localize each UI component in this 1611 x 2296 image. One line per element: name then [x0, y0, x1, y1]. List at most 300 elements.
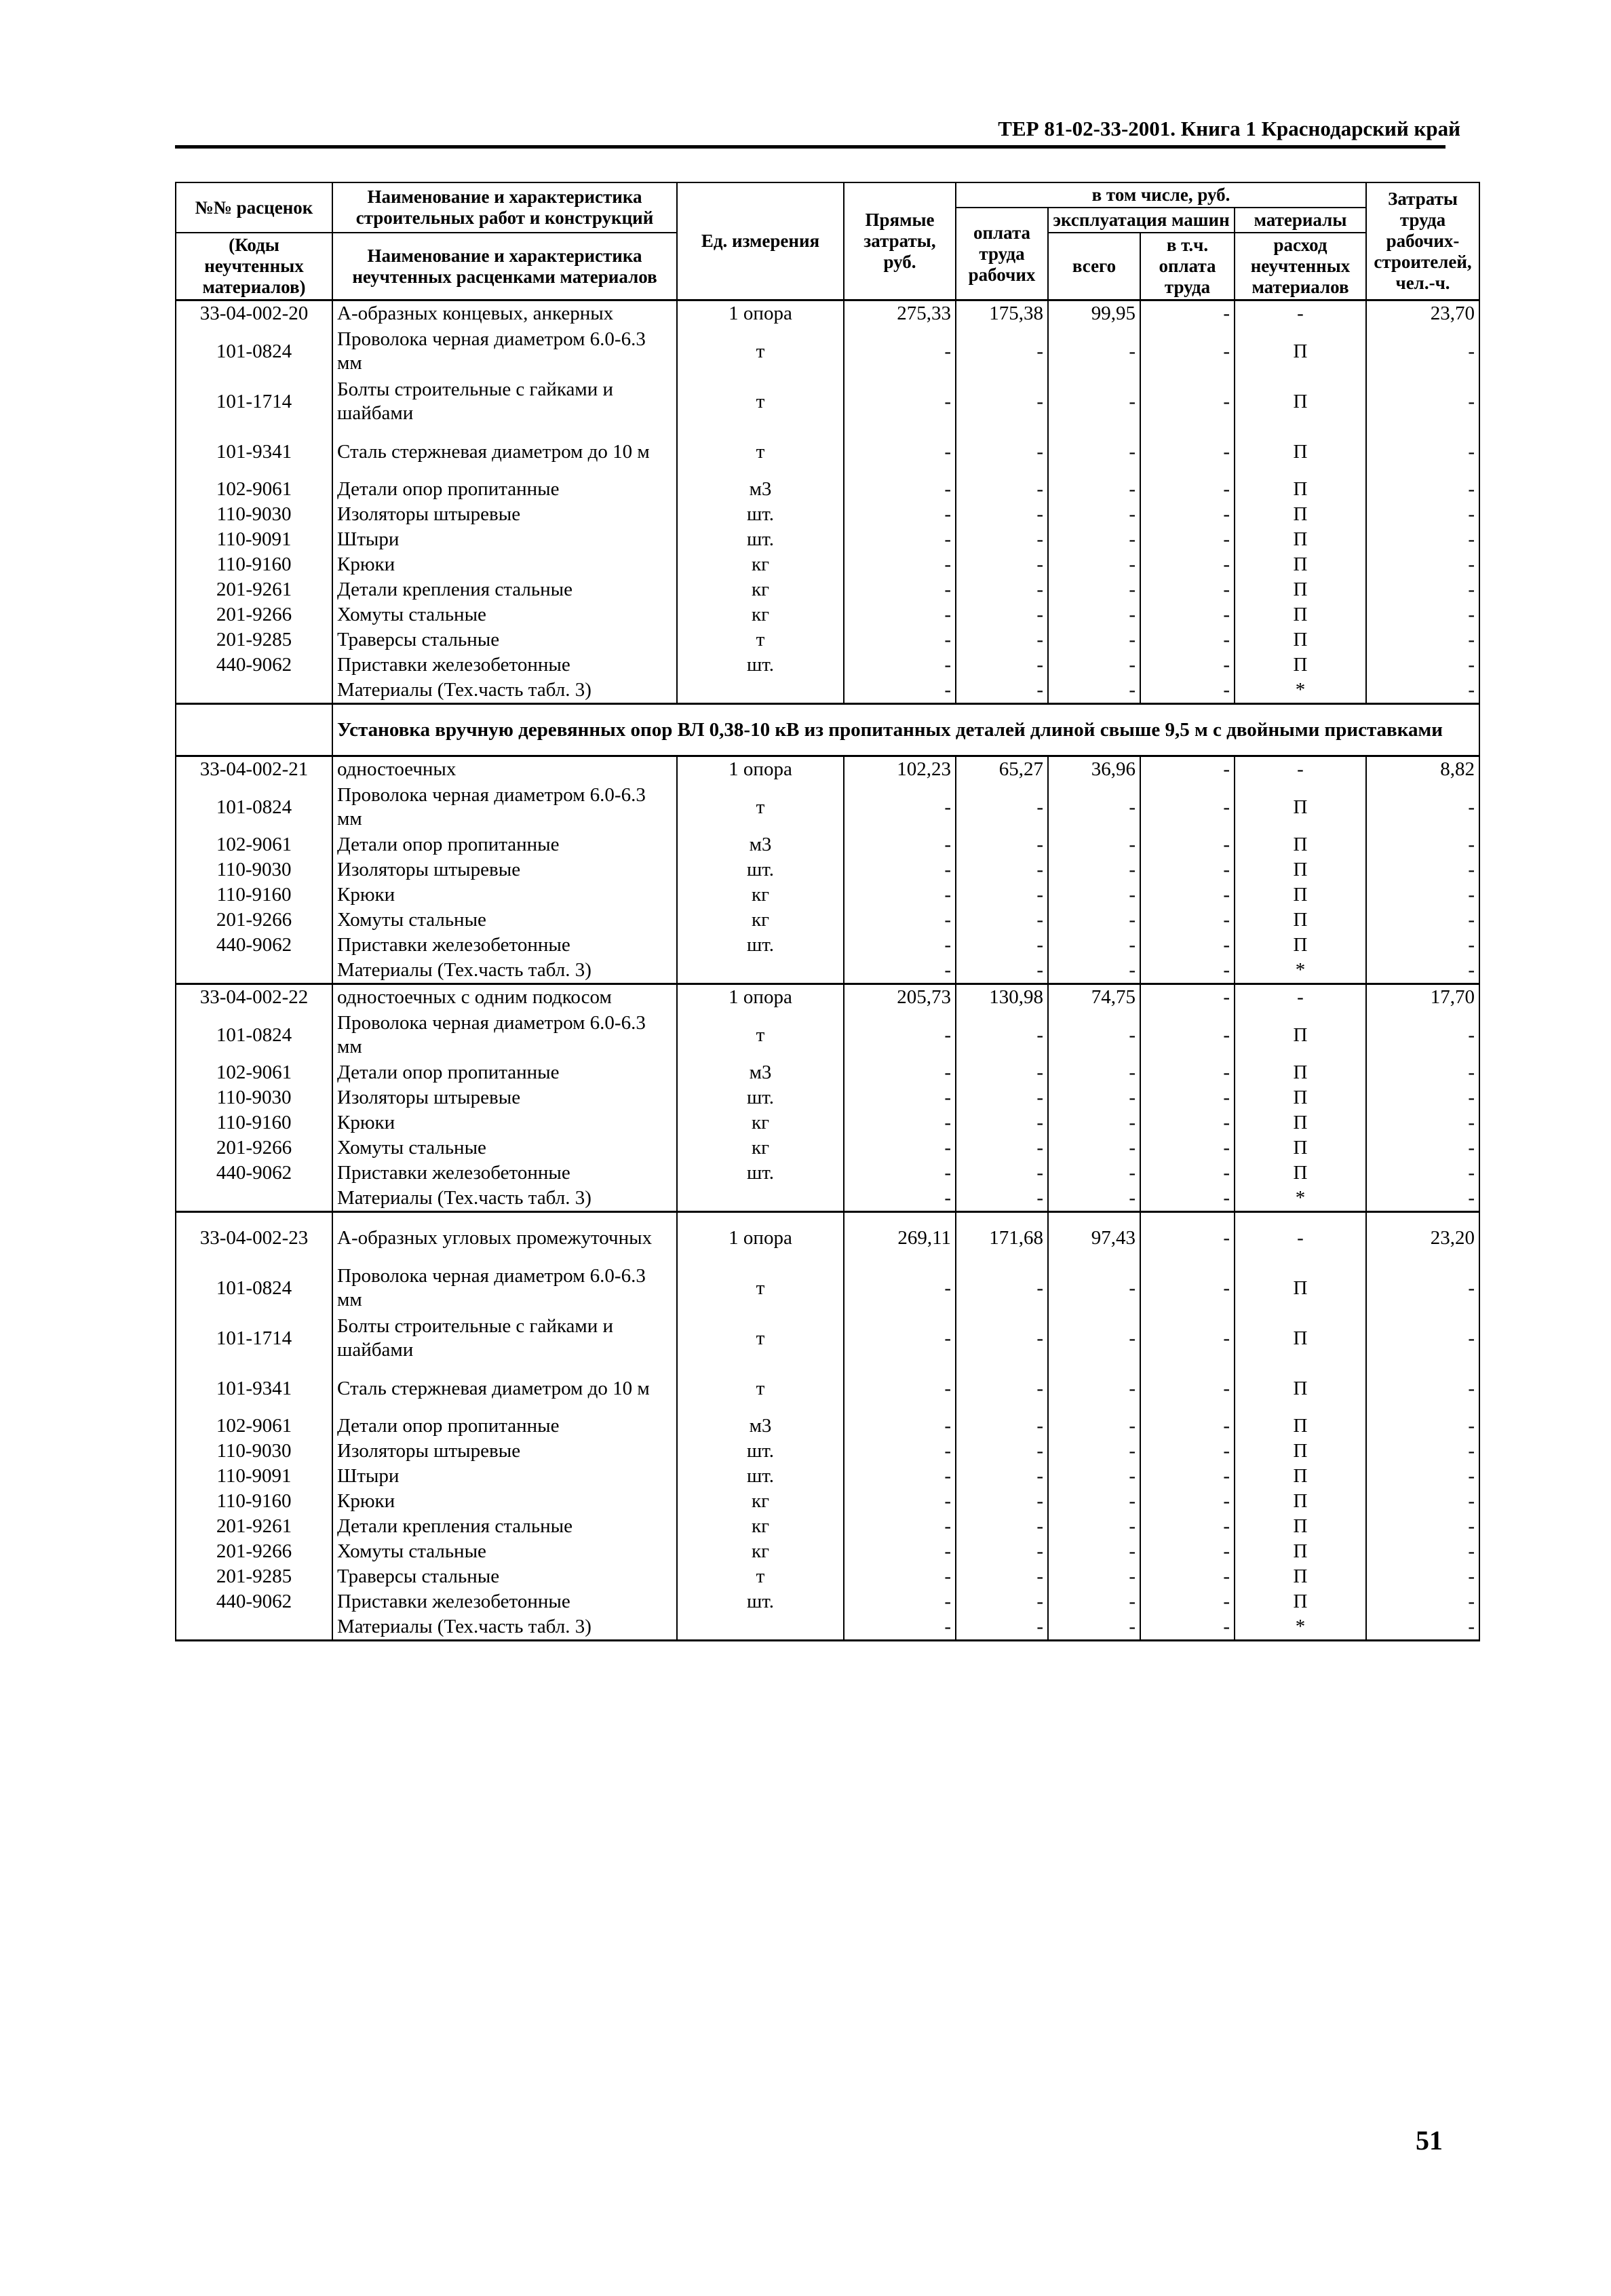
cell-labor: - — [1366, 1514, 1479, 1539]
cell-machines: - — [1048, 627, 1140, 653]
material-row — [176, 678, 1479, 704]
cell-labor: - — [1366, 1464, 1479, 1489]
cell-machines-wage: - — [1140, 756, 1235, 783]
cell-name: Болты строительные с гайками и шайбами — [332, 1313, 677, 1363]
cell-materials: * — [1235, 958, 1366, 984]
cell-direct-costs: - — [844, 653, 956, 678]
cell-materials: П — [1235, 1263, 1366, 1313]
cell-unit: т — [677, 427, 844, 477]
material-row — [176, 1564, 1479, 1589]
cell-materials: - — [1235, 984, 1366, 1011]
cell-code: 110-9030 — [176, 1439, 332, 1464]
material-row — [176, 1085, 1479, 1110]
cell-machines: - — [1048, 326, 1140, 376]
cell-code: 101-9341 — [176, 427, 332, 477]
cell-code: 101-1714 — [176, 376, 332, 427]
cell-name: Детали опор пропитанные — [332, 832, 677, 857]
cell-materials: П — [1235, 1363, 1366, 1414]
material-row — [176, 1313, 1479, 1363]
cell-direct-costs: - — [844, 1539, 956, 1564]
material-row — [176, 1514, 1479, 1539]
cell-labor: - — [1366, 857, 1479, 882]
cell-unit: м3 — [677, 832, 844, 857]
cell-machines-wage: - — [1140, 527, 1235, 552]
cell-wage: 175,38 — [956, 300, 1048, 327]
cell-machines-wage: - — [1140, 1564, 1235, 1589]
cell-name: Приставки железобетонные — [332, 653, 677, 678]
cell-unit: кг — [677, 577, 844, 602]
cell-machines-wage: - — [1140, 502, 1235, 527]
cell-wage: - — [956, 908, 1048, 933]
cell-direct-costs: - — [844, 427, 956, 477]
cell-code: 201-9261 — [176, 1514, 332, 1539]
cell-labor: - — [1366, 782, 1479, 832]
cell-machines-wage: - — [1140, 1489, 1235, 1514]
material-row — [176, 376, 1479, 427]
section-code — [176, 704, 332, 756]
cell-labor: - — [1366, 577, 1479, 602]
cell-name: Траверсы стальные — [332, 1564, 677, 1589]
cell-name: Штыри — [332, 527, 677, 552]
material-row — [176, 1010, 1479, 1060]
cell-materials: П — [1235, 1464, 1366, 1489]
cell-unit: кг — [677, 1135, 844, 1161]
cell-machines-wage: - — [1140, 1010, 1235, 1060]
cell-machines-wage: - — [1140, 1589, 1235, 1614]
material-row — [176, 627, 1479, 653]
cell-wage: - — [956, 782, 1048, 832]
cell-labor: - — [1366, 427, 1479, 477]
cell-machines-wage: - — [1140, 1212, 1235, 1264]
cell-unit — [677, 1186, 844, 1212]
rate-row — [176, 756, 1479, 783]
cell-direct-costs: - — [844, 1186, 956, 1212]
cell-unit: т — [677, 782, 844, 832]
cell-unit: шт. — [677, 933, 844, 958]
cell-unit: шт. — [677, 1085, 844, 1110]
cell-code: 110-9030 — [176, 1085, 332, 1110]
cell-machines-wage: - — [1140, 933, 1235, 958]
cell-name: Траверсы стальные — [332, 627, 677, 653]
cell-code: 110-9091 — [176, 1464, 332, 1489]
cell-name: Проволока черная диаметром 6.0-6.3 мм — [332, 1263, 677, 1313]
cell-name: А-образных концевых, анкерных — [332, 300, 677, 327]
material-row — [176, 1186, 1479, 1212]
cell-machines-wage: - — [1140, 653, 1235, 678]
cell-name: Хомуты стальные — [332, 1539, 677, 1564]
cell-machines: 99,95 — [1048, 300, 1140, 327]
cell-materials: П — [1235, 832, 1366, 857]
cell-machines: - — [1048, 1060, 1140, 1085]
cell-wage: - — [956, 527, 1048, 552]
cell-name: Материалы (Тех.часть табл. 3) — [332, 958, 677, 984]
cell-wage: - — [956, 1464, 1048, 1489]
cell-machines: - — [1048, 577, 1140, 602]
cell-machines: - — [1048, 1414, 1140, 1439]
material-row — [176, 1263, 1479, 1313]
cell-machines-wage: - — [1140, 882, 1235, 908]
cell-labor: - — [1366, 1161, 1479, 1186]
cell-name: одностоечных с одним подкосом — [332, 984, 677, 1011]
cell-direct-costs: - — [844, 1085, 956, 1110]
cell-machines: - — [1048, 502, 1140, 527]
cell-machines-wage: - — [1140, 958, 1235, 984]
cell-machines: - — [1048, 653, 1140, 678]
cell-machines: - — [1048, 1539, 1140, 1564]
cell-labor: - — [1366, 882, 1479, 908]
material-row — [176, 782, 1479, 832]
cell-labor: 17,70 — [1366, 984, 1479, 1011]
cell-wage: - — [956, 552, 1048, 577]
material-row — [176, 1614, 1479, 1641]
cell-machines: - — [1048, 1564, 1140, 1589]
material-row — [176, 908, 1479, 933]
cell-labor: - — [1366, 376, 1479, 427]
cell-labor: - — [1366, 1263, 1479, 1313]
material-row — [176, 832, 1479, 857]
cell-wage: - — [956, 1060, 1048, 1085]
cell-code: 33-04-002-22 — [176, 984, 332, 1011]
cell-direct-costs: - — [844, 832, 956, 857]
cell-machines: - — [1048, 376, 1140, 427]
cell-materials: - — [1235, 756, 1366, 783]
cell-direct-costs: - — [844, 552, 956, 577]
cell-name: Приставки железобетонные — [332, 1589, 677, 1614]
cell-materials: * — [1235, 1614, 1366, 1641]
cell-machines-wage: - — [1140, 1614, 1235, 1641]
material-row — [176, 1414, 1479, 1439]
cell-direct-costs: - — [844, 1589, 956, 1614]
cell-machines: - — [1048, 527, 1140, 552]
cell-machines-wage: - — [1140, 1161, 1235, 1186]
cell-machines-wage: - — [1140, 602, 1235, 627]
cell-direct-costs: - — [844, 933, 956, 958]
material-row — [176, 1489, 1479, 1514]
cell-machines: - — [1048, 552, 1140, 577]
cell-machines: 36,96 — [1048, 756, 1140, 783]
head-direct-costs: Прямые затраты, руб. — [844, 182, 956, 300]
cell-name: Детали опор пропитанные — [332, 477, 677, 502]
cell-materials: П — [1235, 1414, 1366, 1439]
cell-code: 102-9061 — [176, 1414, 332, 1439]
cell-direct-costs: - — [844, 1439, 956, 1464]
material-row — [176, 527, 1479, 552]
cell-name: Крюки — [332, 1489, 677, 1514]
cell-machines: - — [1048, 1313, 1140, 1363]
cell-labor: - — [1366, 1313, 1479, 1363]
cell-materials: П — [1235, 502, 1366, 527]
material-row — [176, 1589, 1479, 1614]
cell-materials: П — [1235, 427, 1366, 477]
material-row — [176, 857, 1479, 882]
cell-machines-wage: - — [1140, 832, 1235, 857]
cell-direct-costs: - — [844, 1110, 956, 1135]
cell-direct-costs: - — [844, 602, 956, 627]
cell-name: Сталь стержневая диаметром до 10 м — [332, 427, 677, 477]
cell-materials: П — [1235, 1010, 1366, 1060]
running-header: ТЕР 81-02-33-2001. Книга 1 Краснодарский край — [998, 117, 1460, 140]
cell-name: Штыри — [332, 1464, 677, 1489]
cell-direct-costs: - — [844, 1514, 956, 1539]
page-number: 51 — [1416, 2125, 1443, 2156]
cell-unit: шт. — [677, 502, 844, 527]
cell-code: 201-9266 — [176, 602, 332, 627]
cell-materials: П — [1235, 1161, 1366, 1186]
head-wages: оплата труда рабочих — [956, 208, 1048, 300]
cell-unit: 1 опора — [677, 1212, 844, 1264]
cell-direct-costs: 102,23 — [844, 756, 956, 783]
material-row — [176, 1464, 1479, 1489]
cell-labor: - — [1366, 1564, 1479, 1589]
material-row — [176, 552, 1479, 577]
cell-machines-wage: - — [1140, 1313, 1235, 1363]
cell-machines-wage: - — [1140, 552, 1235, 577]
cell-machines: - — [1048, 1135, 1140, 1161]
cell-direct-costs: - — [844, 1464, 956, 1489]
cell-direct-costs: - — [844, 1414, 956, 1439]
cell-unit: кг — [677, 552, 844, 577]
cell-unit: кг — [677, 1489, 844, 1514]
head-rate-numbers: №№ расценок — [176, 182, 332, 233]
cell-name: Изоляторы штыревые — [332, 1439, 677, 1464]
cell-labor: - — [1366, 1085, 1479, 1110]
cell-machines-wage: - — [1140, 427, 1235, 477]
cell-machines-wage: - — [1140, 1085, 1235, 1110]
cell-machines: - — [1048, 1514, 1140, 1539]
cell-machines-wage: - — [1140, 1110, 1235, 1135]
cell-machines-wage: - — [1140, 376, 1235, 427]
table-body — [176, 300, 1479, 1641]
cell-materials: П — [1235, 882, 1366, 908]
cell-unit: кг — [677, 882, 844, 908]
head-including: в том числе, руб. — [956, 182, 1366, 208]
cell-materials: П — [1235, 1110, 1366, 1135]
cell-code: 101-0824 — [176, 782, 332, 832]
cell-code: 33-04-002-20 — [176, 300, 332, 327]
cell-direct-costs: - — [844, 1060, 956, 1085]
cell-name: Проволока черная диаметром 6.0-6.3 мм — [332, 1010, 677, 1060]
cell-code: 201-9266 — [176, 908, 332, 933]
cell-machines-wage: - — [1140, 1439, 1235, 1464]
cell-code: 440-9062 — [176, 1161, 332, 1186]
cell-name: Детали крепления стальные — [332, 577, 677, 602]
cell-materials: П — [1235, 1060, 1366, 1085]
material-row — [176, 1060, 1479, 1085]
cell-wage: - — [956, 1110, 1048, 1135]
cell-machines: - — [1048, 782, 1140, 832]
cell-direct-costs: - — [844, 477, 956, 502]
cell-name: Приставки железобетонные — [332, 1161, 677, 1186]
cell-wage: - — [956, 653, 1048, 678]
cell-materials: П — [1235, 527, 1366, 552]
cell-direct-costs: - — [844, 1135, 956, 1161]
cell-direct-costs: - — [844, 1614, 956, 1641]
cell-unit: 1 опора — [677, 300, 844, 327]
material-row — [176, 326, 1479, 376]
cell-materials: - — [1235, 300, 1366, 327]
cell-unit: т — [677, 1564, 844, 1589]
cell-unit: шт. — [677, 527, 844, 552]
cell-direct-costs: - — [844, 908, 956, 933]
cell-direct-costs: 205,73 — [844, 984, 956, 1011]
rate-row — [176, 984, 1479, 1011]
cell-labor: - — [1366, 326, 1479, 376]
cell-unit: шт. — [677, 857, 844, 882]
cell-code: 110-9160 — [176, 552, 332, 577]
cell-materials: П — [1235, 782, 1366, 832]
cell-labor: - — [1366, 1589, 1479, 1614]
price-table — [175, 182, 1480, 1641]
head-material-codes: (Коды неучтенных материалов) — [176, 233, 332, 300]
cell-machines: - — [1048, 1363, 1140, 1414]
cell-name: Детали опор пропитанные — [332, 1060, 677, 1085]
cell-name: Проволока черная диаметром 6.0-6.3 мм — [332, 782, 677, 832]
cell-code — [176, 678, 332, 704]
cell-materials: П — [1235, 857, 1366, 882]
cell-machines: - — [1048, 1439, 1140, 1464]
material-row — [176, 577, 1479, 602]
cell-code — [176, 1614, 332, 1641]
cell-direct-costs: - — [844, 1489, 956, 1514]
cell-wage: - — [956, 627, 1048, 653]
cell-code: 110-9160 — [176, 1489, 332, 1514]
cell-wage: - — [956, 376, 1048, 427]
cell-code: 33-04-002-21 — [176, 756, 332, 783]
cell-name: Детали опор пропитанные — [332, 1414, 677, 1439]
cell-wage: - — [956, 678, 1048, 704]
cell-unit: шт. — [677, 653, 844, 678]
cell-labor: 8,82 — [1366, 756, 1479, 783]
cell-wage: 65,27 — [956, 756, 1048, 783]
cell-materials: П — [1235, 1564, 1366, 1589]
cell-labor: - — [1366, 1439, 1479, 1464]
cell-unit: т — [677, 1263, 844, 1313]
cell-unit: т — [677, 627, 844, 653]
cell-name: Сталь стержневая диаметром до 10 м — [332, 1363, 677, 1414]
cell-direct-costs: - — [844, 782, 956, 832]
cell-unit: м3 — [677, 1414, 844, 1439]
cell-wage: - — [956, 958, 1048, 984]
cell-direct-costs: - — [844, 857, 956, 882]
cell-code: 201-9261 — [176, 577, 332, 602]
cell-materials: П — [1235, 1085, 1366, 1110]
cell-name: одностоечных — [332, 756, 677, 783]
cell-machines: - — [1048, 427, 1140, 477]
cell-unit: т — [677, 1313, 844, 1363]
cell-machines: - — [1048, 908, 1140, 933]
material-row — [176, 502, 1479, 527]
cell-machines-wage: - — [1140, 1414, 1235, 1439]
cell-name: Изоляторы штыревые — [332, 502, 677, 527]
cell-name: Крюки — [332, 1110, 677, 1135]
cell-materials: П — [1235, 627, 1366, 653]
cell-name: Хомуты стальные — [332, 908, 677, 933]
cell-machines-wage: - — [1140, 1514, 1235, 1539]
cell-code: 201-9266 — [176, 1135, 332, 1161]
cell-wage: - — [956, 502, 1048, 527]
table-head — [176, 182, 1479, 300]
cell-name: Хомуты стальные — [332, 602, 677, 627]
cell-materials: П — [1235, 933, 1366, 958]
cell-machines-wage: - — [1140, 1060, 1235, 1085]
cell-code: 102-9061 — [176, 1060, 332, 1085]
header-rule — [175, 145, 1445, 149]
cell-code: 201-9266 — [176, 1539, 332, 1564]
cell-code: 33-04-002-23 — [176, 1212, 332, 1264]
cell-wage: - — [956, 1614, 1048, 1641]
cell-unit: 1 опора — [677, 984, 844, 1011]
cell-direct-costs: - — [844, 627, 956, 653]
cell-name: Материалы (Тех.часть табл. 3) — [332, 1614, 677, 1641]
cell-labor: - — [1366, 552, 1479, 577]
cell-code: 102-9061 — [176, 477, 332, 502]
cell-wage: - — [956, 882, 1048, 908]
cell-materials: П — [1235, 1589, 1366, 1614]
cell-labor: - — [1366, 1414, 1479, 1439]
cell-wage: - — [956, 832, 1048, 857]
cell-materials: П — [1235, 1489, 1366, 1514]
cell-unit: т — [677, 1010, 844, 1060]
cell-name: Материалы (Тех.часть табл. 3) — [332, 1186, 677, 1212]
cell-labor: - — [1366, 1614, 1479, 1641]
cell-direct-costs: - — [844, 958, 956, 984]
cell-labor: - — [1366, 627, 1479, 653]
cell-direct-costs: - — [844, 678, 956, 704]
cell-code: 201-9285 — [176, 1564, 332, 1589]
cell-wage: - — [956, 1161, 1048, 1186]
cell-wage: - — [956, 1186, 1048, 1212]
cell-machines-wage: - — [1140, 1363, 1235, 1414]
rate-row — [176, 1212, 1479, 1264]
cell-unit — [677, 1614, 844, 1641]
head-work-name: Наименование и характеристика строительных работ и конструкций — [332, 182, 677, 233]
cell-unit: кг — [677, 908, 844, 933]
head-material-consumption: расход неучтенных материалов — [1235, 233, 1366, 300]
head-labor-costs: Затраты труда рабочих-строителей, чел.-ч. — [1366, 182, 1479, 300]
cell-materials: * — [1235, 678, 1366, 704]
cell-materials: П — [1235, 1135, 1366, 1161]
cell-unit: т — [677, 326, 844, 376]
cell-machines-wage: - — [1140, 326, 1235, 376]
cell-machines: 74,75 — [1048, 984, 1140, 1011]
section-row — [176, 704, 1479, 756]
cell-wage: - — [956, 1539, 1048, 1564]
cell-machines: - — [1048, 882, 1140, 908]
cell-unit: шт. — [677, 1161, 844, 1186]
rate-row — [176, 300, 1479, 327]
head-material-name: Наименование и характеристика неучтенных расценками материалов — [332, 233, 677, 300]
cell-labor: - — [1366, 1110, 1479, 1135]
material-row — [176, 602, 1479, 627]
cell-materials: П — [1235, 1539, 1366, 1564]
cell-machines: - — [1048, 933, 1140, 958]
cell-unit: шт. — [677, 1464, 844, 1489]
cell-code — [176, 1186, 332, 1212]
cell-unit: кг — [677, 1110, 844, 1135]
cell-wage: - — [956, 1010, 1048, 1060]
cell-name: Крюки — [332, 552, 677, 577]
cell-machines: - — [1048, 602, 1140, 627]
cell-labor: - — [1366, 502, 1479, 527]
cell-labor: - — [1366, 653, 1479, 678]
cell-machines-wage: - — [1140, 1186, 1235, 1212]
cell-wage: - — [956, 1489, 1048, 1514]
cell-direct-costs: - — [844, 1010, 956, 1060]
cell-unit: т — [677, 376, 844, 427]
cell-wage: - — [956, 602, 1048, 627]
cell-wage: - — [956, 1313, 1048, 1363]
cell-name: Проволока черная диаметром 6.0-6.3 мм — [332, 326, 677, 376]
